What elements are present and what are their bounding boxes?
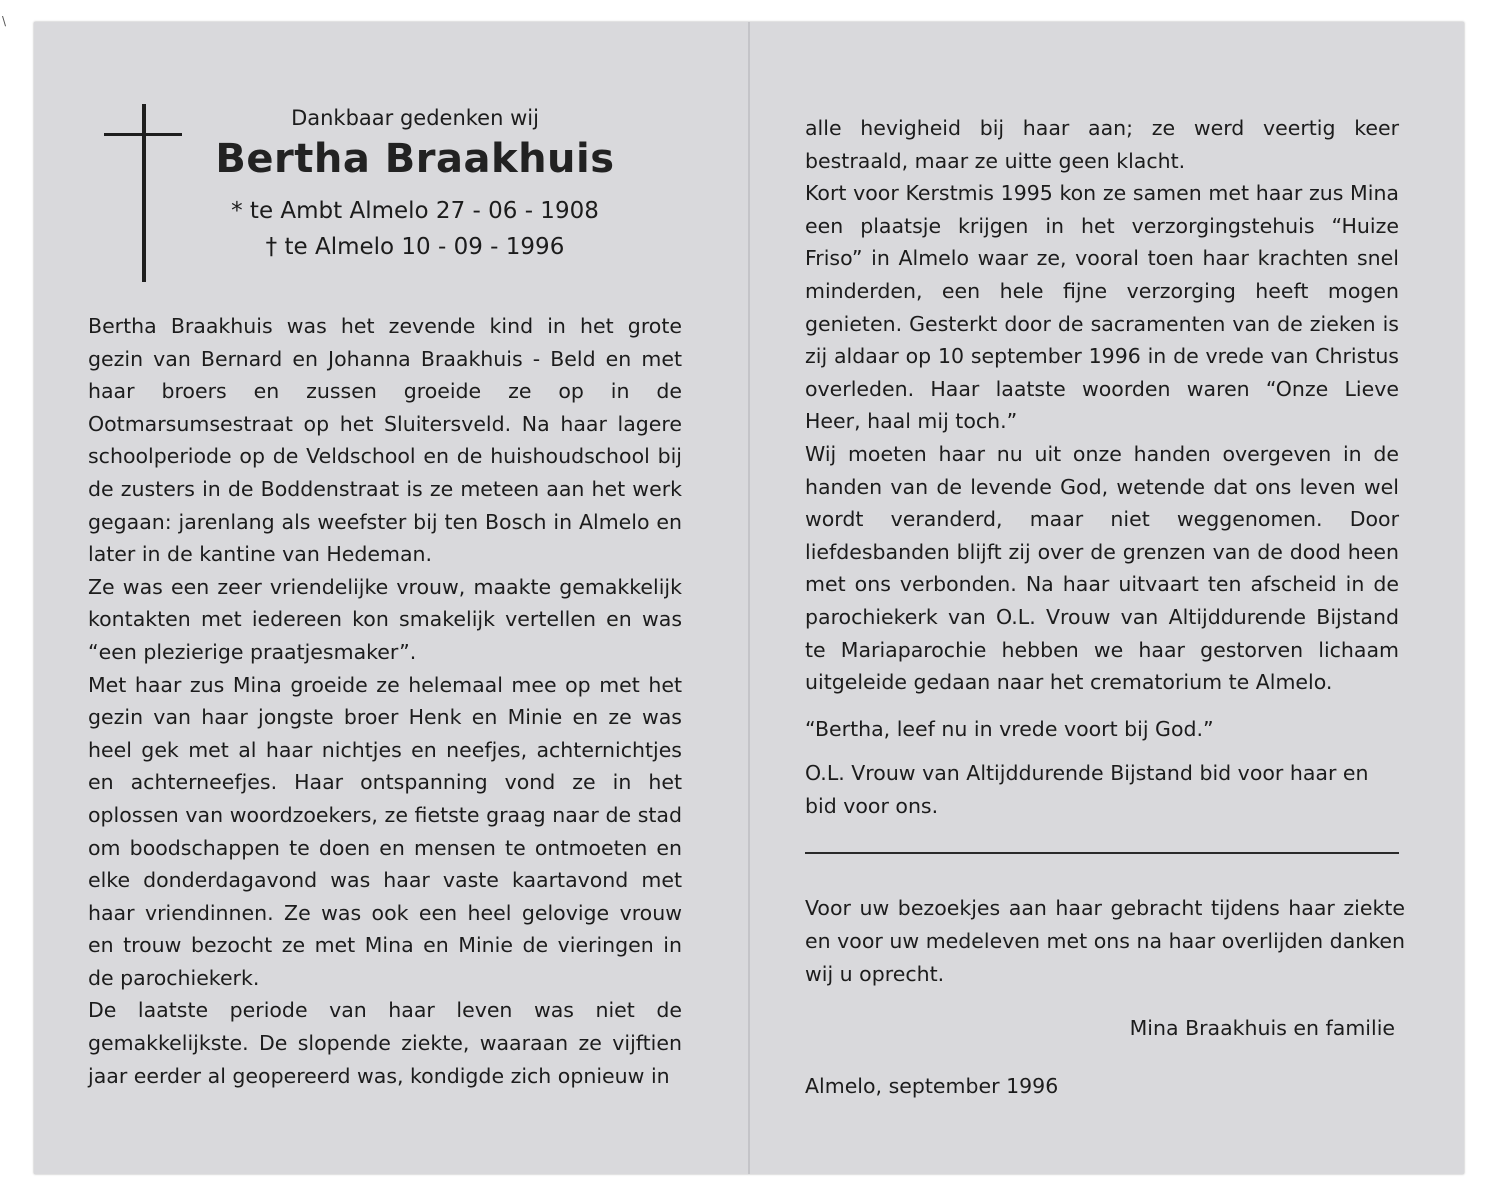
paragraph: Kort voor Kerstmis 1995 kon ze samen met haar zus Mina een plaatsje krijgen in het verzorgingstehuis “Huize Friso” in Almelo waar ze, vooral toen haar krachten snel minderden, een hele fijne verzorging heeft mogen genieten. Gesterkt door de sacramenten van de zieken is zij aldaar op 10 september 1996 in de vrede van Christus overleden. Haar laatste woorden waren “Onze Lieve Heer, haal mij toch.” bbox=[805, 181, 1399, 434]
right-page-text bbox=[805, 112, 1405, 1098]
birth-line: * te Ambt Almelo 27 - 06 - 1908 bbox=[231, 198, 599, 224]
place-date: Almelo, september 1996 bbox=[805, 1074, 1059, 1099]
deceased-name: Bertha Braakhuis bbox=[215, 136, 615, 182]
cross-icon bbox=[142, 104, 146, 282]
cross-icon-bar bbox=[104, 133, 182, 136]
paragraph: De laatste periode van haar leven was niet de gemakkelijkste. De slopende ziekte, waaraan ze vijftien jaar eerder al geopereerd was, kondigde zich opnieuw in bbox=[88, 998, 682, 1088]
memorial-header bbox=[200, 106, 630, 266]
paragraph: alle hevigheid bij haar aan; ze werd veertig keer bestraald, maar ze uitte geen klacht. bbox=[805, 116, 1399, 173]
divider-line bbox=[805, 852, 1399, 854]
left-page-text bbox=[88, 310, 682, 1092]
prayer-line: O.L. Vrouw van Altijddurende Bijstand bid voor haar en bid voor ons. bbox=[805, 761, 1369, 818]
scan-mark: \ bbox=[2, 14, 7, 28]
paragraph: Ze was een zeer vriendelijke vrouw, maakte gemakkelijk kontakten met iedereen kon smakelijk vertellen en was “een plezierige praatjesmaker”. bbox=[88, 574, 682, 664]
thanks-text: Voor uw bezoekjes aan haar gebracht tijdens haar ziekte en voor uw medeleven met ons na haar overlijden danken wij u oprecht. bbox=[805, 896, 1405, 986]
paragraph: Bertha Braakhuis was het zevende kind in het grote gezin van Bernard en Johanna Braakhuis - Beld en met haar broers en zussen groeide ze op in de Ootmarsumsestraat op het Sluitersveld. Na haar lagere schoolperiode op de Veldschool en de huishoudschool bij de zusters in de Boddenstraat is ze meteen aan het werk gegaan: jarenlang als weefster bij ten Bosch in Almelo en later in de kantine van Hedeman. bbox=[88, 314, 682, 567]
paragraph: Met haar zus Mina groeide ze helemaal mee op met het gezin van haar jongste broer Henk en Minie en ze was heel gek met al haar nichtjes en neefjes, achternichtjes en achterneefjes. Haar ontspanning vond ze in het oplossen van woordzoekers, ze fietste graag naar de stad om boodschappen te doen en mensen te ontmoeten en elke donderdagavond was haar vaste kaartavond met haar vriendinnen. Ze was ook een heel gelovige vrouw en trouw bezocht ze met Mina en Minie de vieringen in de parochiekerk. bbox=[88, 672, 682, 990]
card-fold-line bbox=[748, 22, 750, 1174]
death-line: † te Almelo 10 - 09 - 1996 bbox=[265, 234, 565, 260]
farewell-quote: “Bertha, leef nu in vrede voort bij God.” bbox=[805, 716, 1214, 741]
intro-text: Dankbaar gedenken wij bbox=[291, 106, 539, 130]
family-signature: Mina Braakhuis en familie bbox=[1129, 1016, 1395, 1041]
paragraph: Wij moeten haar nu uit onze handen overgeven in de handen van de levende God, wetende dat ons leven wel wordt veranderd, maar niet weggenomen. Door liefdesbanden blijft zij over de grenzen van de dood heen met ons verbonden. Na haar uitvaart ten afscheid in de parochiekerk van O.L. Vrouw van Altijddurende Bijstand te Mariaparochie hebben we haar gestorven lichaam uitgeleide gedaan naar het crematorium te Almelo. bbox=[805, 441, 1399, 695]
